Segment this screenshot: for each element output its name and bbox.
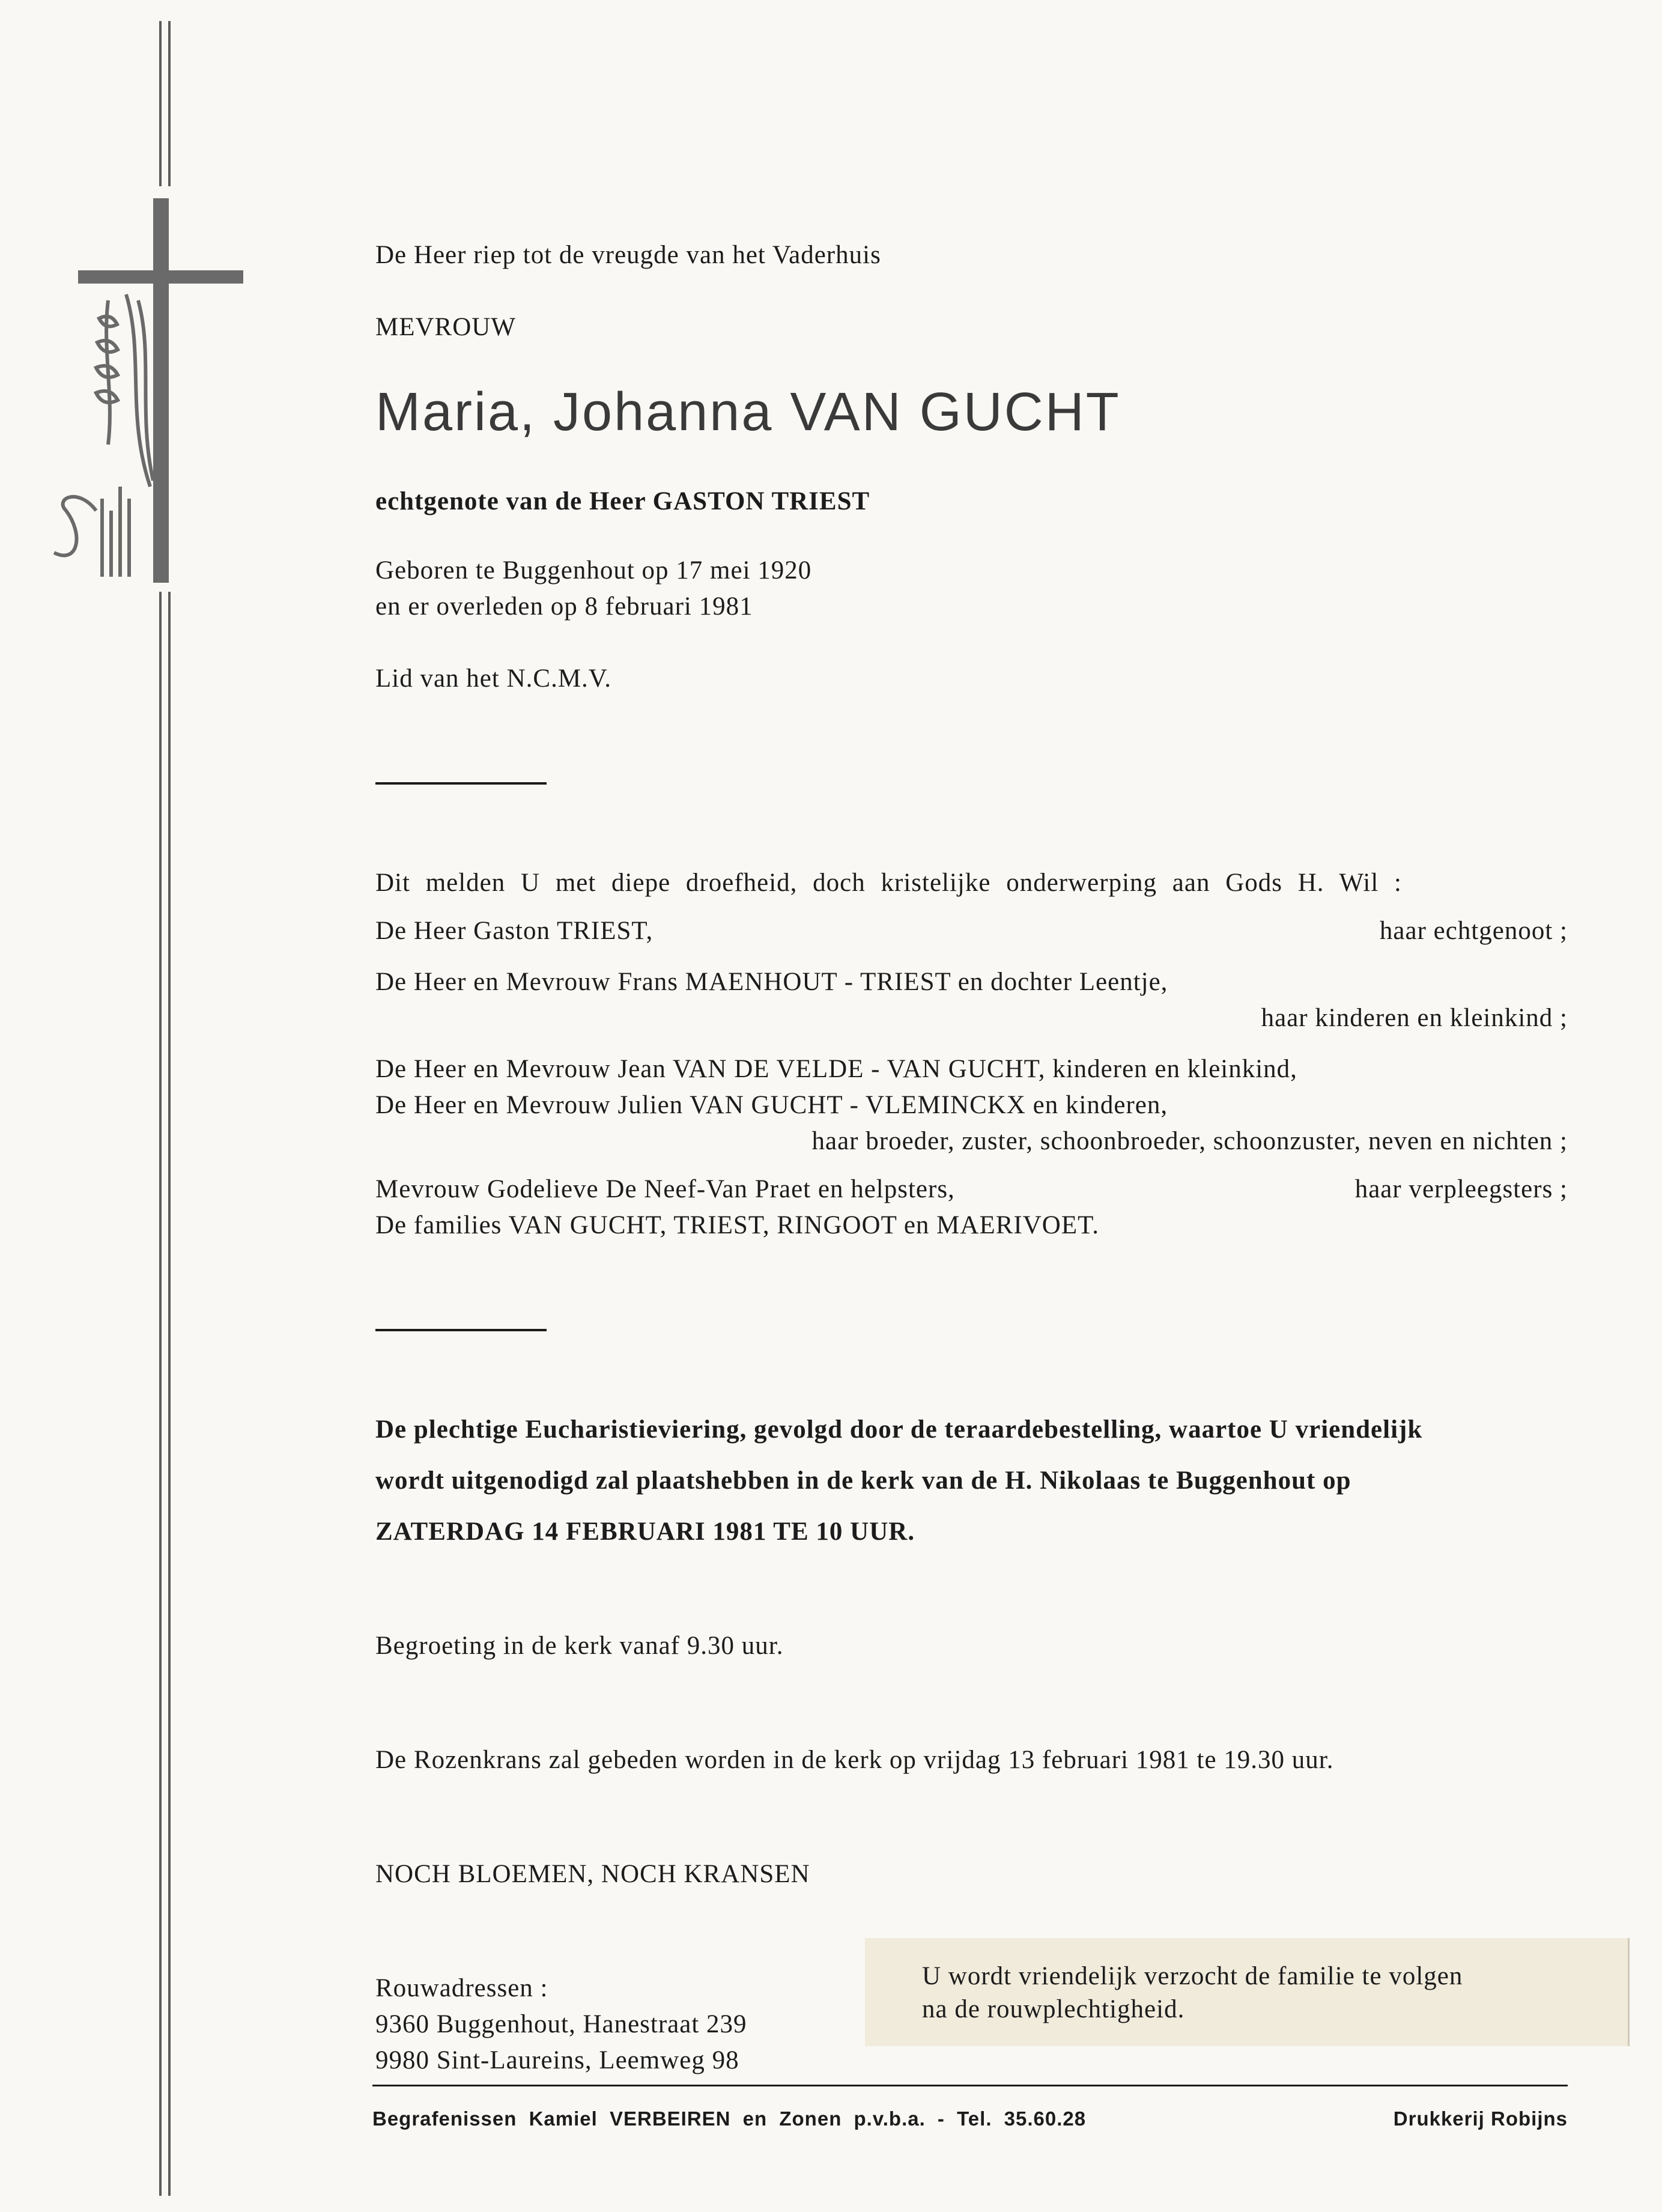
left-border-line-bottom-inner <box>168 592 171 2196</box>
divider <box>375 782 547 785</box>
left-border-line-bottom <box>159 592 162 2196</box>
address-item: 9360 Buggenhout, Hanestraat 239 <box>375 2010 747 2038</box>
intro-text: De Heer riep tot de vreugde van het Vaderhuis <box>375 241 881 269</box>
address-item: 9980 Sint-Laureins, Leemweg 98 <box>375 2046 739 2074</box>
family-line: De Heer en Mevrouw Frans MAENHOUT - TRIEST en dochter Leentje, <box>375 968 1168 996</box>
greeting-line: Begroeting in de kerk vanaf 9.30 uur. <box>375 1632 784 1660</box>
printer-credit: Drukkerij Robijns <box>1393 2107 1568 2130</box>
announcement-intro-text: Dit melden U met diepe droefheid, doch kristelijke onderwerping aan Gods H. Wil : <box>375 869 1402 897</box>
note-box <box>865 1938 1630 2046</box>
title-prefix: MEVROUW <box>375 313 516 341</box>
ceremony-line-3: ZATERDAG 14 FEBRUARI 1981 TE 10 UUR. <box>375 1518 915 1546</box>
rosary-line: De Rozenkrans zal gebeden worden in de kerk op vrijdag 13 februari 1981 te 19.30 uur. <box>375 1746 1334 1774</box>
note-line-2: na de rouwplechtigheid. <box>922 1995 1185 2023</box>
family-line-right: haar echtgenoot ; <box>1379 917 1568 945</box>
family-line-left: De Heer Gaston TRIEST, <box>375 917 654 945</box>
footer-rule <box>372 2085 1568 2086</box>
cross-with-wheat-icon <box>42 198 246 595</box>
family-line: De families VAN GUCHT, TRIEST, RINGOOT en MAERIVOET. <box>375 1211 1099 1239</box>
left-border-line-top <box>159 21 162 186</box>
no-flowers-line: NOCH BLOEMEN, NOCH KRANSEN <box>375 1860 810 1888</box>
left-border-line-inner <box>168 21 171 186</box>
ceremony-line-2: wordt uitgenodigd zal plaatshebben in de kerk van de H. Nikolaas te Buggenhout op <box>375 1466 1351 1495</box>
spouse-line: echtgenote van de Heer GASTON TRIEST <box>375 487 870 515</box>
family-line-right: haar broeder, zuster, schoonbroeder, schoonzuster, neven en nichten ; <box>811 1127 1568 1155</box>
family-line-left: Mevrouw Godelieve De Neef-Van Praet en helpsters, <box>375 1175 955 1203</box>
family-line: De Heer en Mevrouw Jean VAN DE VELDE - VAN GUCHT, kinderen en kleinkind, <box>375 1055 1297 1083</box>
footer <box>372 2107 1568 2130</box>
family-line: De Heer en Mevrouw Julien VAN GUCHT - VLEMINCKX en kinderen, <box>375 1091 1168 1119</box>
family-line-right: haar kinderen en kleinkind ; <box>1261 1004 1568 1032</box>
death-line: en er overleden op 8 februari 1981 <box>375 592 753 621</box>
ceremony-line-1: De plechtige Eucharistieviering, gevolgd door de teraardebestelling, waartoe U vriendelijk <box>375 1415 1423 1444</box>
undertaker-credit: Begrafenissen Kamiel VERBEIREN en Zonen p.v.b.a. - Tel. 35.60.28 <box>372 2107 1087 2130</box>
family-line <box>375 1174 1568 1204</box>
birth-line: Geboren te Buggenhout op 17 mei 1920 <box>375 556 812 585</box>
family-line-right: haar verpleegsters ; <box>1354 1175 1568 1203</box>
membership-line: Lid van het N.C.M.V. <box>375 664 612 693</box>
announcement-intro <box>375 868 1568 898</box>
family-line <box>375 916 1568 946</box>
divider <box>375 1329 547 1331</box>
addresses-heading: Rouwadressen : <box>375 1974 548 2002</box>
note-line-1: U wordt vriendelijk verzocht de familie te volgen <box>922 1962 1463 1990</box>
deceased-name: Maria, Johanna VAN GUCHT <box>375 382 1121 442</box>
